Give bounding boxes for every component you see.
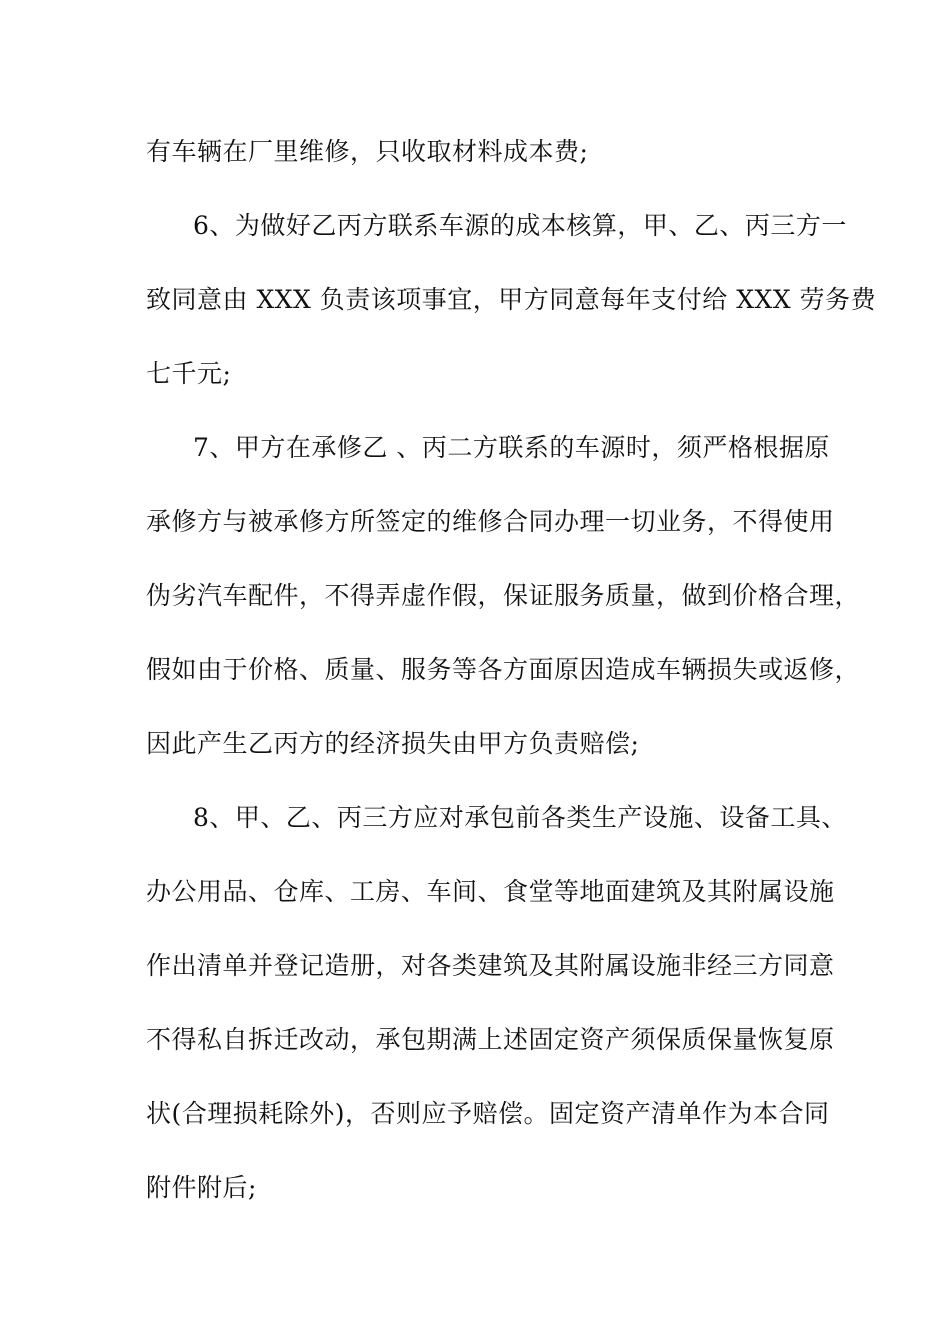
clause-7-line-5: 因此产生乙丙方的经济损失由甲方负责赔偿; <box>146 729 640 758</box>
clause-8-line-6: 附件附后; <box>146 1173 257 1202</box>
clause-8-line-1: 8、甲、乙、丙三方应对承包前各类生产设施、设备工具、 <box>193 803 847 832</box>
clause-6-line-1: 6、为做好乙丙方联系车源的成本核算，甲、乙、丙三方一 <box>193 211 847 240</box>
clause-7-line-1: 7、甲方在承修乙 、丙二方联系的车源时，须严格根据原 <box>193 433 830 462</box>
clause-6-line-3: 七千元; <box>146 359 232 388</box>
clause-7-line-3: 伪劣汽车配件，不得弄虚作假，保证服务质量，做到价格合理， <box>146 581 861 610</box>
clause-8-line-4: 不得私自拆迁改动，承包期满上述固定资产须保质保量恢复原 <box>146 1025 835 1054</box>
clause-7-line-2: 承修方与被承修方所签定的维修合同办理一切业务，不得使用 <box>146 507 835 536</box>
clause-6-line-2: 致同意由 XXX 负责该项事宜，甲方同意每年支付给 XXX 劳务费 <box>146 285 877 314</box>
text-line-1: 有车辆在厂里维修，只收取材料成本费; <box>146 137 589 166</box>
clause-7-line-4: 假如由于价格、质量、服务等各方面原因造成车辆损失或返修， <box>146 655 861 684</box>
clause-8-line-2: 办公用品、仓库、工房、车间、食堂等地面建筑及其附属设施 <box>146 877 835 906</box>
clause-8-line-3: 作出清单并登记造册，对各类建筑及其附属设施非经三方同意 <box>146 951 835 980</box>
clause-8-line-5: 状(合理损耗除外)，否则应予赔偿。固定资产清单作为本合同 <box>146 1099 830 1128</box>
